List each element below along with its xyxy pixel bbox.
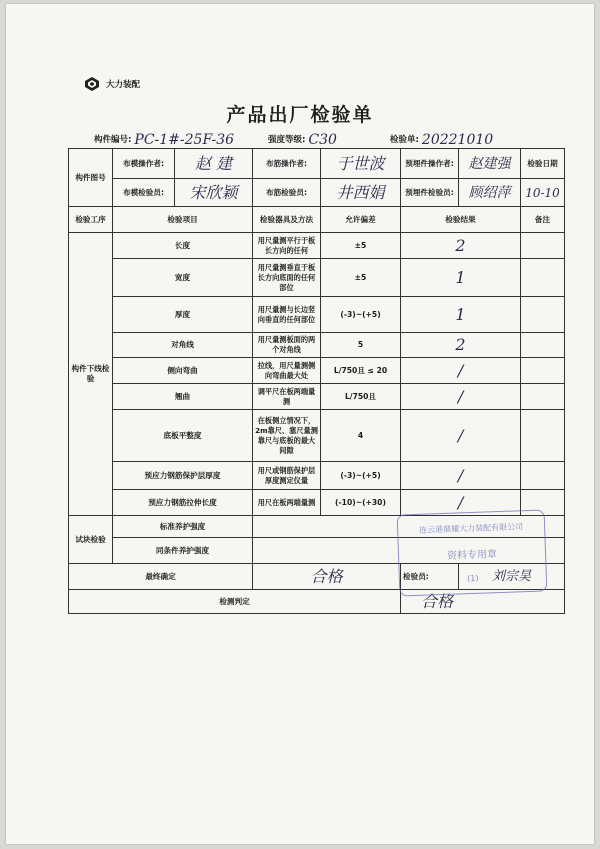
strength-grade xyxy=(268,130,337,146)
table-row xyxy=(69,233,565,259)
inspection-no-value: 20221010 xyxy=(421,132,494,148)
row-method: 用尺在板两端量测 xyxy=(253,490,321,516)
component-no-label: 构件编号: xyxy=(94,135,132,145)
row-tolerance: ±5 xyxy=(321,259,401,297)
row-result: / xyxy=(401,490,521,516)
inspection-sheet xyxy=(6,4,594,844)
rebar-operator-label: 布筋操作者: xyxy=(253,149,321,179)
row-item: 宽度 xyxy=(113,259,253,297)
company-stamp xyxy=(397,509,548,596)
row-result: / xyxy=(401,462,521,490)
stamp-line-1: 连云港鼎耀大力装配有限公司 xyxy=(419,522,524,535)
row-remark xyxy=(521,384,565,410)
row-method: 用尺量测与长边竖向垂直的任何部位 xyxy=(253,297,321,333)
table-row xyxy=(69,259,565,297)
header-row-operators xyxy=(69,149,565,179)
rebar-inspector-label: 布筋检验员: xyxy=(253,179,321,207)
embed-inspector-signature: 顾绍萍 xyxy=(459,179,521,207)
table-row xyxy=(69,297,565,333)
component-no xyxy=(94,130,234,146)
row-tolerance: 5 xyxy=(321,333,401,358)
table-row xyxy=(69,384,565,410)
row-method: 用尺量测垂直于板长方向底面的任何部位 xyxy=(253,259,321,297)
rebar-inspector-signature: 井西娟 xyxy=(321,179,401,207)
row-remark xyxy=(521,297,565,333)
row-tolerance: 4 xyxy=(321,410,401,462)
rebar-operator-signature: 于世波 xyxy=(321,149,401,179)
table-row xyxy=(69,333,565,358)
mold-operator-label: 布模操作者: xyxy=(113,149,175,179)
row-item: 预应力钢筋保护层厚度 xyxy=(113,462,253,490)
column-header-row xyxy=(69,207,565,233)
final-inspector-signature: 刘宗昊 xyxy=(459,564,565,590)
header-row-inspectors xyxy=(69,179,565,207)
inspect-date-value: 10-10 xyxy=(521,179,565,207)
row-tolerance: (-10)~(+30) xyxy=(321,490,401,516)
row-method: 调平尺在板两端量测 xyxy=(253,384,321,410)
row-result: / xyxy=(401,410,521,462)
row-result: 2 xyxy=(401,233,521,259)
row-tolerance: ±5 xyxy=(321,233,401,259)
row-item: 底板平整度 xyxy=(113,410,253,462)
judge-label: 检测判定 xyxy=(69,590,401,614)
company-logo xyxy=(84,76,140,92)
drawing-no-label: 构件图号 xyxy=(69,149,113,207)
row-remark xyxy=(521,233,565,259)
component-no-value: PC-1#-25F-36 xyxy=(134,132,235,148)
mold-inspector-signature: 宋欣颖 xyxy=(175,179,253,207)
row-result: / xyxy=(401,384,521,410)
col-item: 检验项目 xyxy=(113,207,253,233)
col-tolerance: 允许偏差 xyxy=(321,207,401,233)
inspection-no xyxy=(390,130,493,146)
row-item: 翘曲 xyxy=(113,384,253,410)
page-title: 产品出厂检验单 xyxy=(226,104,374,126)
row-remark xyxy=(521,410,565,462)
section-offline-label: 构件下线检验 xyxy=(69,233,113,516)
row-method: 拉线，用尺量测侧向弯曲最大处 xyxy=(253,358,321,384)
trial-same-label: 同条件养护强度 xyxy=(113,538,253,564)
final-value: 合格 xyxy=(253,564,401,590)
stamp-line-3: (1) xyxy=(467,573,479,583)
final-label: 最终确定 xyxy=(69,564,253,590)
row-tolerance: L/750且 xyxy=(321,384,401,410)
row-remark xyxy=(521,462,565,490)
row-item: 预应力钢筋拉伸长度 xyxy=(113,490,253,516)
mold-operator-signature: 赵 建 xyxy=(175,149,253,179)
trial-standard-label: 标准养护强度 xyxy=(113,516,253,538)
row-method: 用尺量测平行于板长方向的任何 xyxy=(253,233,321,259)
col-result: 检验结果 xyxy=(401,207,521,233)
row-item: 对角线 xyxy=(113,333,253,358)
row-remark xyxy=(521,259,565,297)
strength-label: 强度等级: xyxy=(268,135,306,145)
row-item: 侧向弯曲 xyxy=(113,358,253,384)
company-logo-icon xyxy=(84,76,100,92)
row-method: 在板侧立情况下，2m靠尺、塞尺量测靠尺与底板的最大间隙 xyxy=(253,410,321,462)
row-method: 用尺量测板面的两个对角线 xyxy=(253,333,321,358)
embed-inspector-label: 预埋件检验员: xyxy=(401,179,459,207)
stamp-line-2: 资料专用章 xyxy=(446,549,498,563)
table-row xyxy=(69,358,565,384)
embed-operator-signature: 赵建强 xyxy=(459,149,521,179)
row-tolerance: L/750且 ≤ 20 xyxy=(321,358,401,384)
judge-value: 合格 xyxy=(401,590,565,614)
row-remark xyxy=(521,358,565,384)
col-method: 检验器具及方法 xyxy=(253,207,321,233)
row-result: 2 xyxy=(401,333,521,358)
logo-text: 大力装配 xyxy=(106,80,141,90)
final-inspector-label: 检验员: xyxy=(401,564,459,590)
row-result: 1 xyxy=(401,259,521,297)
table-row xyxy=(69,462,565,490)
row-item: 厚度 xyxy=(113,297,253,333)
trial-label: 试块检验 xyxy=(69,516,113,564)
mold-inspector-label: 布模检验员: xyxy=(113,179,175,207)
row-result: 1 xyxy=(401,297,521,333)
row-tolerance: (-3)~(+5) xyxy=(321,297,401,333)
row-remark xyxy=(521,333,565,358)
row-tolerance: (-3)~(+5) xyxy=(321,462,401,490)
strength-value: C30 xyxy=(308,132,337,148)
table-row xyxy=(69,410,565,462)
row-method: 用尺或钢筋保护层厚度测定仪量 xyxy=(253,462,321,490)
inspect-date-label: 检验日期 xyxy=(521,149,565,179)
col-remark: 备注 xyxy=(521,207,565,233)
row-item: 长度 xyxy=(113,233,253,259)
inspection-no-label: 检验单: xyxy=(390,135,419,145)
col-process: 检验工序 xyxy=(69,207,113,233)
embed-operator-label: 预埋件操作者: xyxy=(401,149,459,179)
row-result: / xyxy=(401,358,521,384)
